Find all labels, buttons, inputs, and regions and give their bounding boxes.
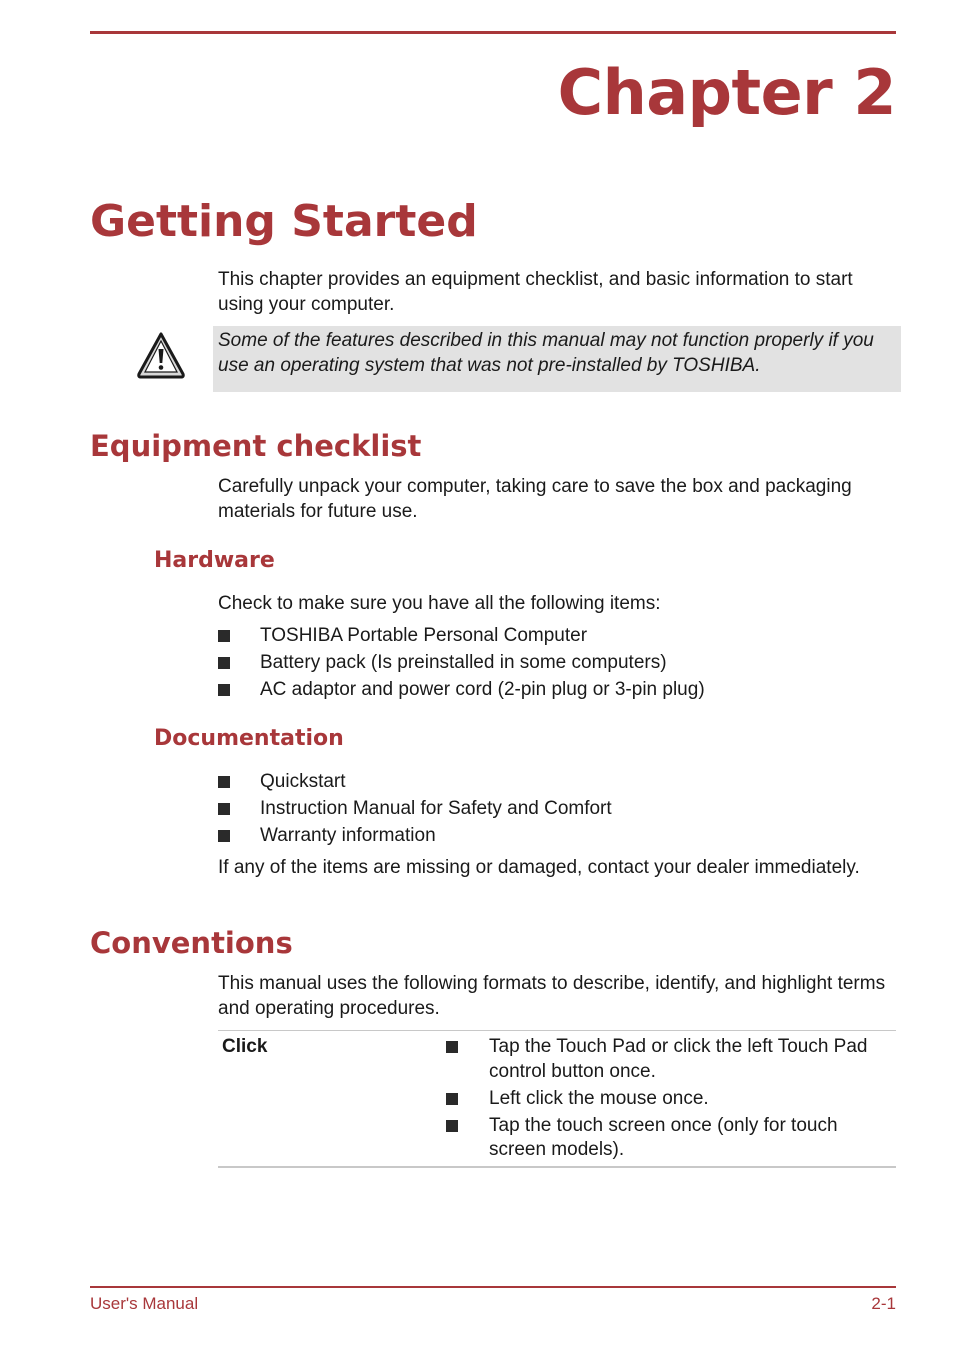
list-item: Instruction Manual for Safety and Comfort — [218, 797, 612, 822]
list-item: Tap the touch screen once (only for touch screen models). — [446, 1114, 886, 1163]
list-item: Left click the mouse once. — [446, 1087, 886, 1112]
list-item: Warranty information — [218, 824, 612, 849]
list-item: Quickstart — [218, 770, 612, 795]
bullet-square-icon — [446, 1093, 458, 1105]
conventions-table — [218, 1030, 896, 1168]
documentation-after-text: If any of the items are missing or damaged, contact your dealer immediately. — [218, 857, 860, 878]
bullet-square-icon — [218, 803, 230, 815]
page-title: Getting Started — [90, 196, 478, 247]
bullet-square-icon — [218, 630, 230, 642]
note-box — [213, 326, 901, 392]
bullet-square-icon — [446, 1120, 458, 1132]
bullet-square-icon — [218, 776, 230, 788]
footer-rule — [90, 1286, 896, 1288]
hardware-list — [218, 624, 705, 705]
intro-text: This chapter provides an equipment checklist, and basic information to start using your computer. — [218, 269, 853, 315]
table-top-rule — [218, 1030, 896, 1031]
table-bottom-rule — [218, 1166, 896, 1168]
list-item: TOSHIBA Portable Personal Computer — [218, 624, 705, 649]
footer-manual-name: User's Manual — [90, 1294, 199, 1313]
list-item: Tap the Touch Pad or click the left Touch Pad control button once. — [446, 1035, 886, 1084]
subheading-documentation: Documentation — [154, 726, 344, 751]
section-heading-conventions: Conventions — [90, 926, 293, 960]
conventions-text: This manual uses the following formats to describe, identify, and highlight terms and operating procedures. — [218, 973, 886, 1019]
equipment-text: Carefully unpack your computer, taking care to save the box and packaging materials for future use. — [218, 476, 852, 522]
top-rule — [90, 31, 896, 34]
chapter-title: Chapter 2 — [557, 56, 896, 129]
list-item: AC adaptor and power cord (2-pin plug or 3-pin plug) — [218, 678, 705, 703]
bullet-square-icon — [446, 1041, 458, 1053]
warning-triangle-icon — [136, 330, 186, 380]
table-description-list — [446, 1035, 886, 1165]
list-item: Battery pack (Is preinstalled in some computers) — [218, 651, 705, 676]
bullet-square-icon — [218, 684, 230, 696]
bullet-square-icon — [218, 830, 230, 842]
section-heading-equipment: Equipment checklist — [90, 429, 422, 463]
note-text: Some of the features described in this manual may not function properly if you use an operating system that was not pre-installed by TOSHIBA. — [218, 330, 874, 376]
subheading-hardware: Hardware — [154, 548, 275, 573]
hardware-text: Check to make sure you have all the following items: — [218, 593, 661, 614]
bullet-square-icon — [218, 657, 230, 669]
table-term: Click — [222, 1036, 268, 1057]
footer-page-number: 2-1 — [871, 1294, 896, 1313]
documentation-list — [218, 770, 612, 851]
